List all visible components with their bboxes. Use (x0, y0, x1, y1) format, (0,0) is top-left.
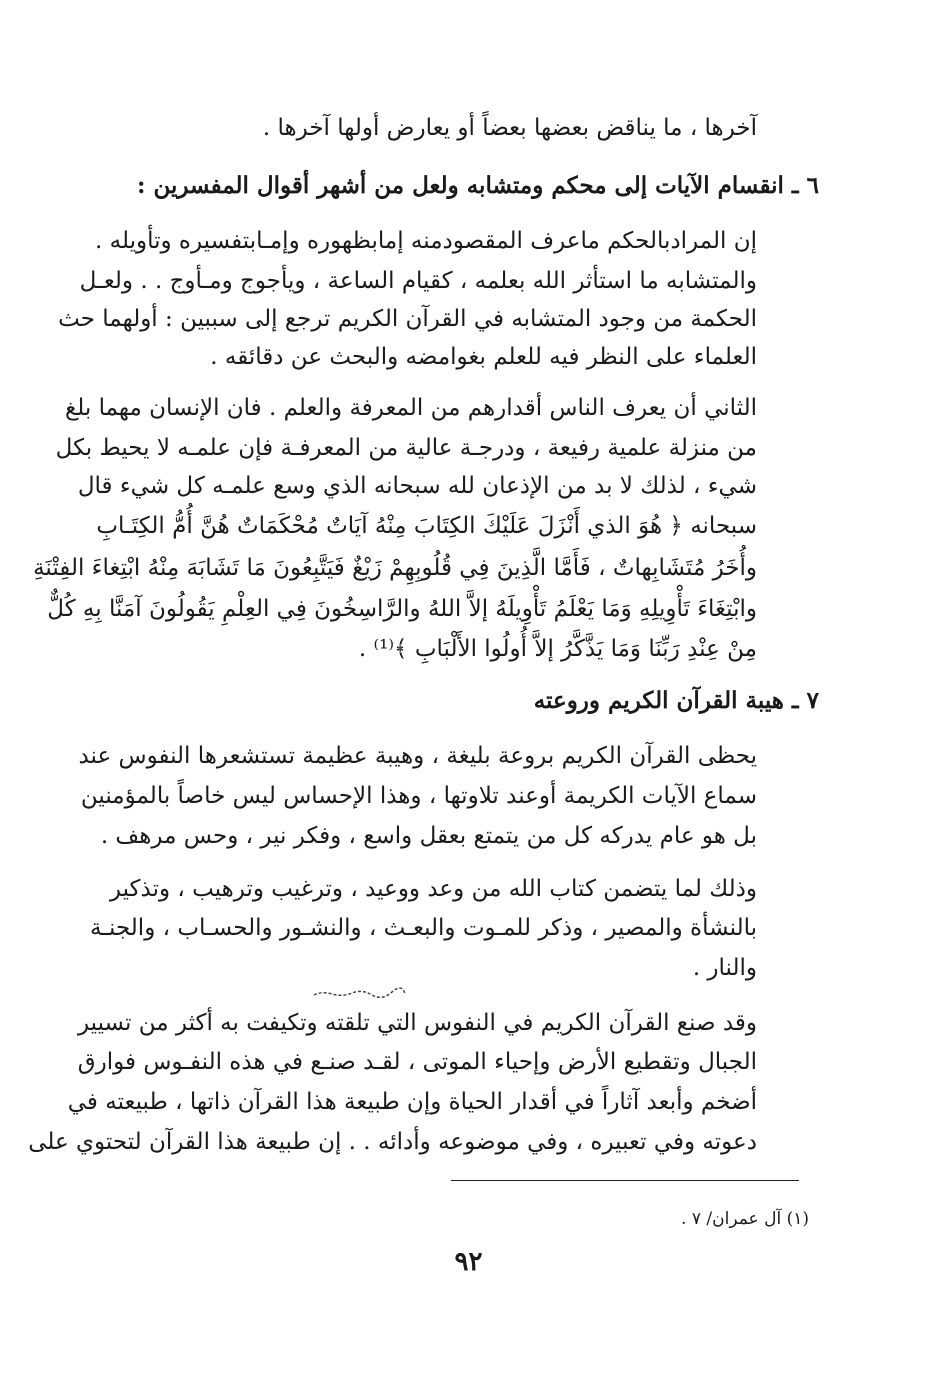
text-line: بالنشأة والمصير ، وذكر للمـوت والبعـث ، والنشـور والحسـاب ، والجنـة (89, 915, 757, 941)
footnote-separator (451, 1180, 799, 1181)
text-line: أضخم وأبعد آثاراً في أقدار الحياة وإن طبيعة هذا القرآن ذاتها ، طبيعته في (67, 1089, 757, 1115)
section-heading-7: ٧ ـ هيبة القرآن الكريم وروعته (533, 687, 819, 714)
quran-verse-line: مِنْ عِنْدِ رَبِّنَا وَمَا يَذَّكَّرُ إلاَّ أُولُوا الأَلْبَابِ ﴾⁽¹⁾ . (358, 636, 757, 662)
quran-verse-line: وأُخَرُ مُتَشَابِهاتٌ ، فَأَمَّا الَّذِينَ فِي قُلُوبِهِمْ زَيْغٌ فَيَتَّبِعُونَ مَا تَشَابَهَ مِنْهُ ابْتِغاءَ الفِتْنَةِ (33, 555, 757, 581)
text-line: الجبال وتقطيع الأرض وإحياء الموتى ، لقـد صنـع في هذه النفـوس فوارق (77, 1049, 757, 1075)
footnote: (١) آل عمران/ ٧ . (681, 1209, 809, 1229)
text-line: وقد صنع القرآن الكريم في النفوس التي تلقته وتكيفت به أكثر من تسيير (77, 1010, 757, 1036)
scan-smudge (312, 990, 407, 998)
text-line: والنار . (692, 955, 757, 981)
text-line: شيء ، لذلك لا بد من الإذعان لله سبحانه الذي وسع علمـه كل شيء قال (77, 473, 757, 499)
text-line: إن المرادبالحكم ماعرف المقصودمنه إمابظهوره وإمـابتفسيره وتأويله . (95, 228, 757, 254)
text-line: من منزلة علمية رفيعة ، ودرجـة عالية من المعرفـة فإن علمـه لا يحيط بكل (55, 435, 757, 461)
text-line: سماع الآيات الكريمة أوعند تلاوتها ، وهذا الإحساس ليس خاصاً بالمؤمنين (80, 783, 757, 809)
text-line: دعوته وفي تعبيره ، وفي موضوعه وأدائه . . إن طبيعة هذا القرآن لتحتوي على (28, 1129, 757, 1155)
section-heading-6: ٦ ـ انقسام الآيات إلى محكم ومتشابه ولعل من أشهر أقوال المفسرين : (136, 172, 819, 199)
text-line: الثاني أن يعرف الناس أقدارهم من المعرفة والعلم . فان الإنسان مهما بلغ (65, 395, 757, 421)
page-number: ٩٢ (454, 1247, 483, 1277)
quran-verse-line: وابْتِغَاءَ تَأْوِيلِهِ وَمَا يَعْلَمُ تَأْوِيلَهُ إلاَّ اللهُ والرَّاسِخُونَ فِي العِلْمِ يَقُولُونَ آمَنَّا بِهِ كُلٌّ (47, 596, 757, 622)
text-line: وذلك لما يتضمن كتاب الله من وعد ووعيد ، وترغيب وترهيب ، وتذكير (109, 876, 757, 902)
quran-verse-line: سبحانه ﴿ هُوَ الذي أَنْزَلَ عَلَيْكَ الكِتَابَ مِنْهُ آيَاتٌ مُحْكَمَاتٌ هُنَّ أُمُّ الكِتَـابِ (96, 513, 757, 539)
text-line: العلماء على النظر فيه للعلم بغوامضه والبحث عن دقائقه . (210, 344, 757, 370)
text-line: الحكمة من وجود المتشابه في القرآن الكريم ترجع إلى سببين : أولهما حث (58, 306, 757, 332)
text-line: آخرها ، ما يناقض بعضها بعضاً أو يعارض أولها آخرها . (262, 115, 757, 141)
text-line: بل هو عام يدركه كل من يتمتع بعقل واسع ، وفكر نير ، وحس مرهف . (100, 823, 757, 849)
text-line: والمتشابه ما استأثر الله بعلمه ، كقيام الساعة ، ويأجوج ومـأوج . . ولعـل (79, 268, 757, 294)
text-line: يحظى القرآن الكريم بروعة بليغة ، وهيبة عظيمة تستشعرها النفوس عند (78, 743, 757, 769)
